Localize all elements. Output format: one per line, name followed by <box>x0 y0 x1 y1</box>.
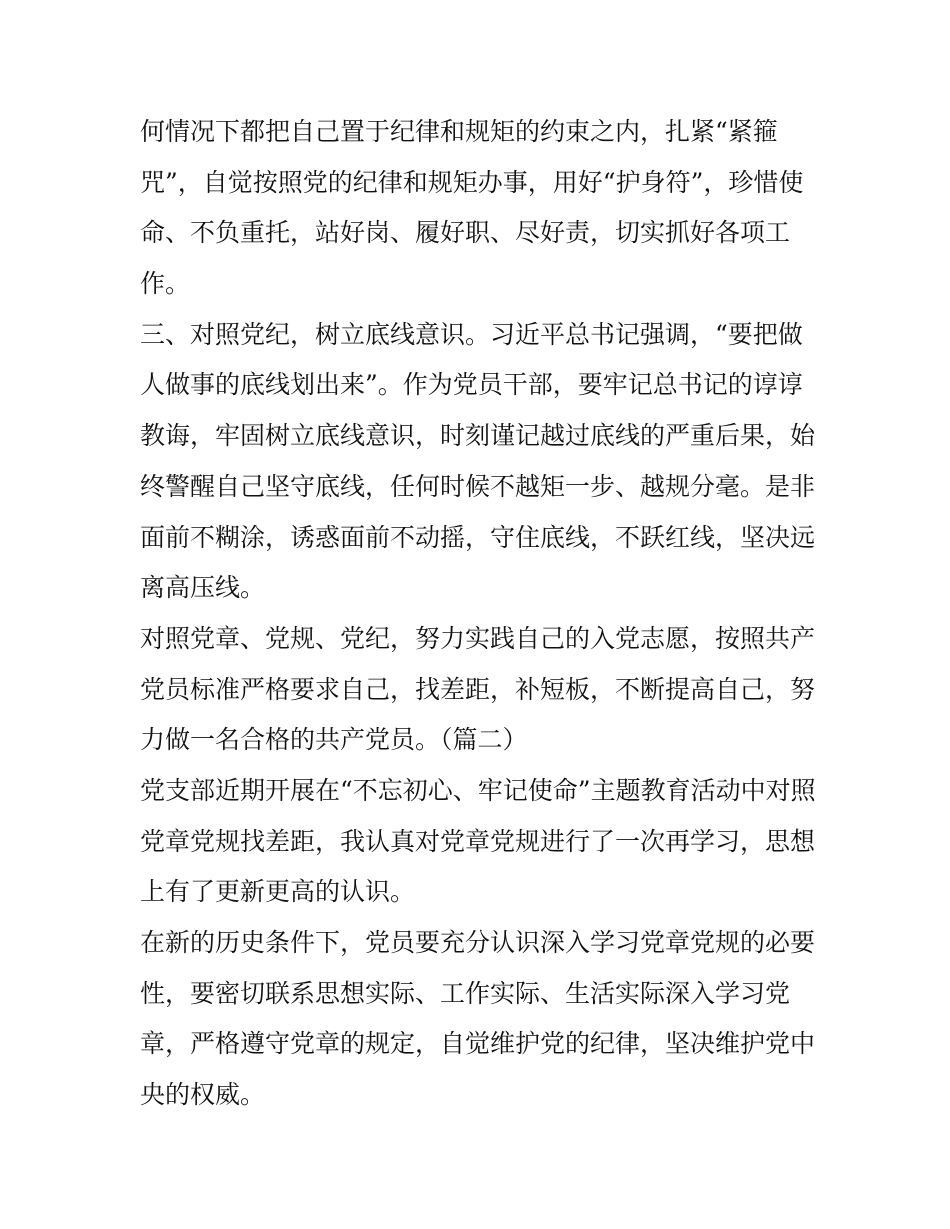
text-line: 央的权威。 <box>140 1080 266 1110</box>
text-line: 人做事的底线划出来”。作为党员干部，要牢记总书记的谆谆 <box>140 370 803 400</box>
text-line: 咒”，自觉按照党的纪律和规矩办事，用好“护身符”，珍惜使 <box>140 167 804 197</box>
text-line: 教诲，牢固树立底线意识，时刻谨记越过底线的严重后果，始 <box>140 421 816 451</box>
text-line: 离高压线。 <box>140 573 266 603</box>
text-line: 党章党规找差距，我认真对党章党规进行了一次再学习，思想 <box>140 826 816 856</box>
text-line: 作。 <box>140 269 191 299</box>
text-line: 党支部近期开展在“不忘初心、牢记使命”主题教育活动中对照 <box>140 775 816 805</box>
text-line: 性，要密切联系思想实际、工作实际、生活实际深入学习党 <box>140 978 791 1008</box>
text-line: 对照党章、党规、党纪，努力实践自己的入党志愿，按照共产 <box>140 623 816 653</box>
text-line: 终警醒自己坚守底线，任何时候不越矩一步、越规分毫。是非 <box>140 471 816 501</box>
text-line: 命、不负重托，站好岗、履好职、尽好责，切实抓好各项工 <box>140 218 791 248</box>
text-line: 三、对照党纪，树立底线意识。习近平总书记强调，“要把做 <box>140 319 803 349</box>
body-text <box>140 107 820 1121</box>
text-line: 章，严格遵守党章的规定，自觉维护党的纪律，坚决维护党中 <box>140 1029 816 1059</box>
text-line: 上有了更新更高的认识。 <box>140 877 416 907</box>
text-line: 力做一名合格的共产党员。（篇二） <box>140 725 528 755</box>
text-line: 在新的历史条件下，党员要充分认识深入学习党章党规的必要 <box>140 928 816 957</box>
text-line: 面前不糊涂，诱惑面前不动摇，守住底线，不跃红线，坚决远 <box>140 522 816 552</box>
text-line: 何情况下都把自己置于纪律和规矩的约束之内，扎紧“紧箍 <box>140 117 778 146</box>
text-line: 党员标准严格要求自己，找差距，补短板，不断提高自己，努 <box>140 674 816 704</box>
